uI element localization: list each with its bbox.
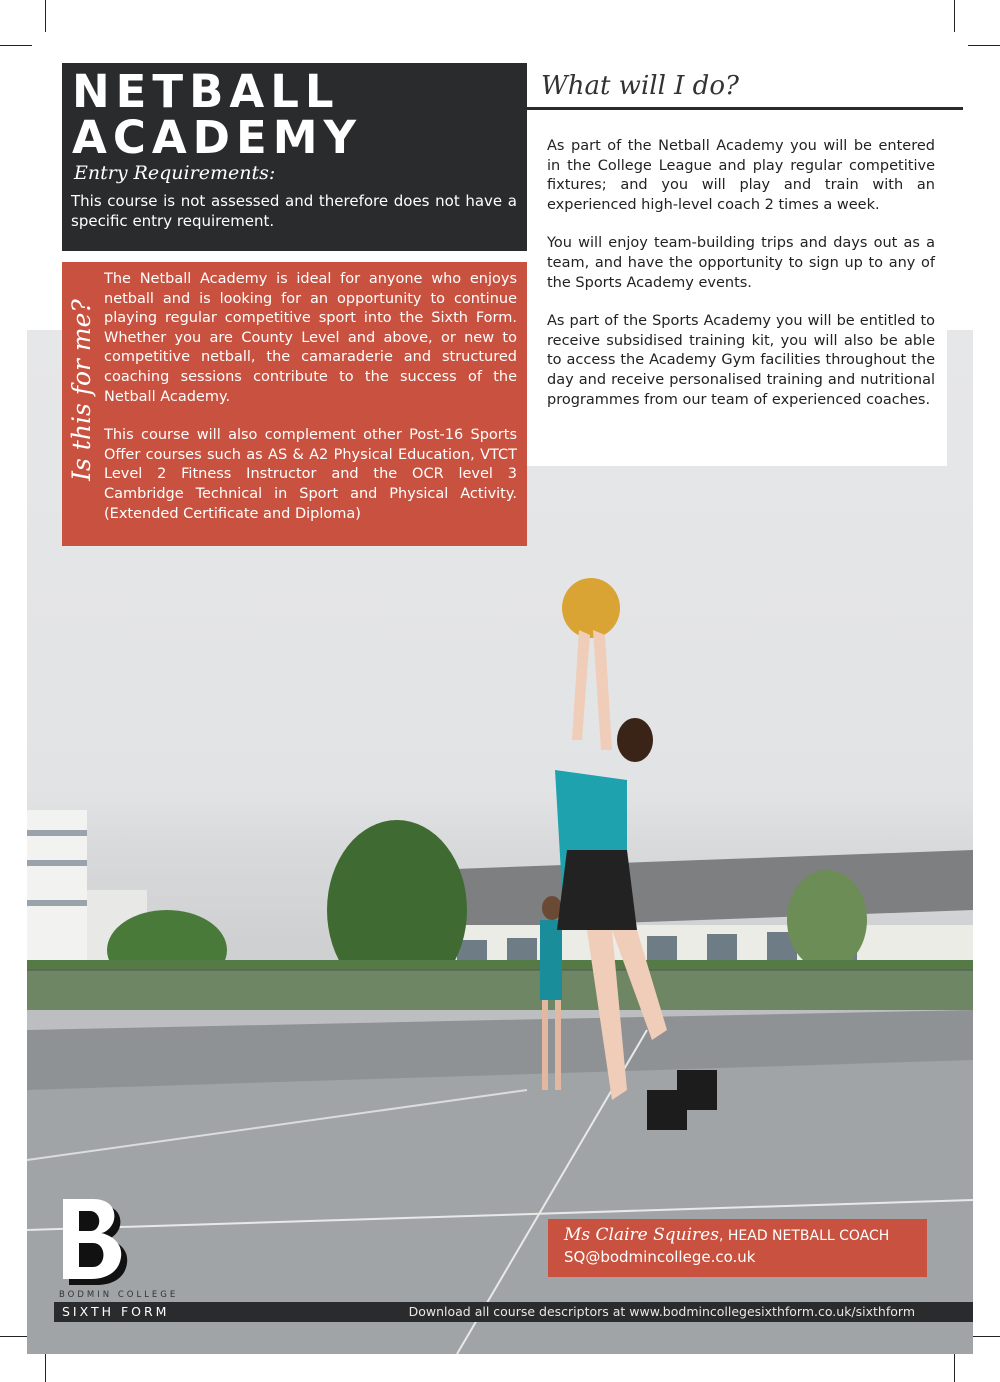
title-block [62, 63, 527, 251]
footer-bar [54, 1302, 973, 1322]
is-this-for-me-paragraph-2: This course will also complement other Post-16 Sports Offer courses such as AS & A2 Physical Education, VTCT Level 2 Fitness Instructor and the OCR level 3 Cambridge Technical in Sport and Physical Activity. (Extended Certificate and Diploma) [104, 427, 517, 522]
is-this-for-me-paragraph-1: The Netball Academy is ideal for anyone who enjoys netball and is looking for an opportunity to continue playing regular competitive sport into the Sixth Form. Whether you are County Level and above, or new to competitive netball, the camaraderie and structured coaching sessions contribute to the success of the Netball Academy. [104, 271, 517, 405]
title-line-2: ACADEMY [72, 111, 363, 164]
entry-requirements-text: This course is not assessed and therefore does not have a specific entry requirement. [71, 192, 517, 230]
is-this-for-me-section [62, 262, 527, 546]
crop-mark [45, 0, 46, 32]
coach-email[interactable]: SQ@bodmincollege.co.uk [564, 1248, 756, 1266]
what-will-i-do-heading: What will I do? [541, 71, 739, 101]
crop-mark [954, 1350, 955, 1382]
title-line-1: NETBALL [72, 65, 340, 118]
b-logo-icon [61, 1197, 131, 1287]
crop-mark [0, 45, 32, 46]
coach-line [564, 1225, 889, 1245]
crop-mark [954, 0, 955, 32]
footer-sixth-form: SIXTH FORM [62, 1304, 170, 1319]
entry-requirements-heading: Entry Requirements: [74, 162, 276, 184]
is-this-for-me-heading: Is this for me? [67, 299, 96, 481]
crop-mark [45, 1350, 46, 1382]
footer-download-link[interactable]: Download all course descriptors at www.bodmincollegesixthform.co.uk/sixthform [408, 1304, 915, 1319]
coach-contact-box [548, 1219, 927, 1277]
coach-name: Ms Claire Squires [564, 1225, 719, 1245]
what-will-i-do-paragraph-2: You will enjoy team-building trips and days out as a team, and have the opportunity to sign up to any of the Sports Academy events. [547, 235, 935, 291]
what-will-i-do-paragraph-1: As part of the Netball Academy you will be entered in the College League and play regular competitive fixtures; and you will play and train with an experienced high-level coach 2 times a week. [547, 138, 935, 213]
is-this-for-me-body [104, 270, 517, 543]
bodmin-logo [61, 1197, 131, 1291]
logo-college-name: BODMIN COLLEGE [59, 1290, 179, 1300]
what-will-i-do-paragraph-3: As part of the Sports Academy you will be entitled to receive subsidised training kit, you will also be able to access the Academy Gym facilities throughout the day and receive personalised training and nutritional programmes from our team of experienced coaches. [547, 313, 935, 408]
what-will-i-do-body [547, 137, 935, 429]
page-title [72, 65, 363, 164]
heading-divider [527, 107, 963, 110]
crop-mark [968, 45, 1000, 46]
coach-role: , HEAD NETBALL COACH [718, 1228, 890, 1244]
